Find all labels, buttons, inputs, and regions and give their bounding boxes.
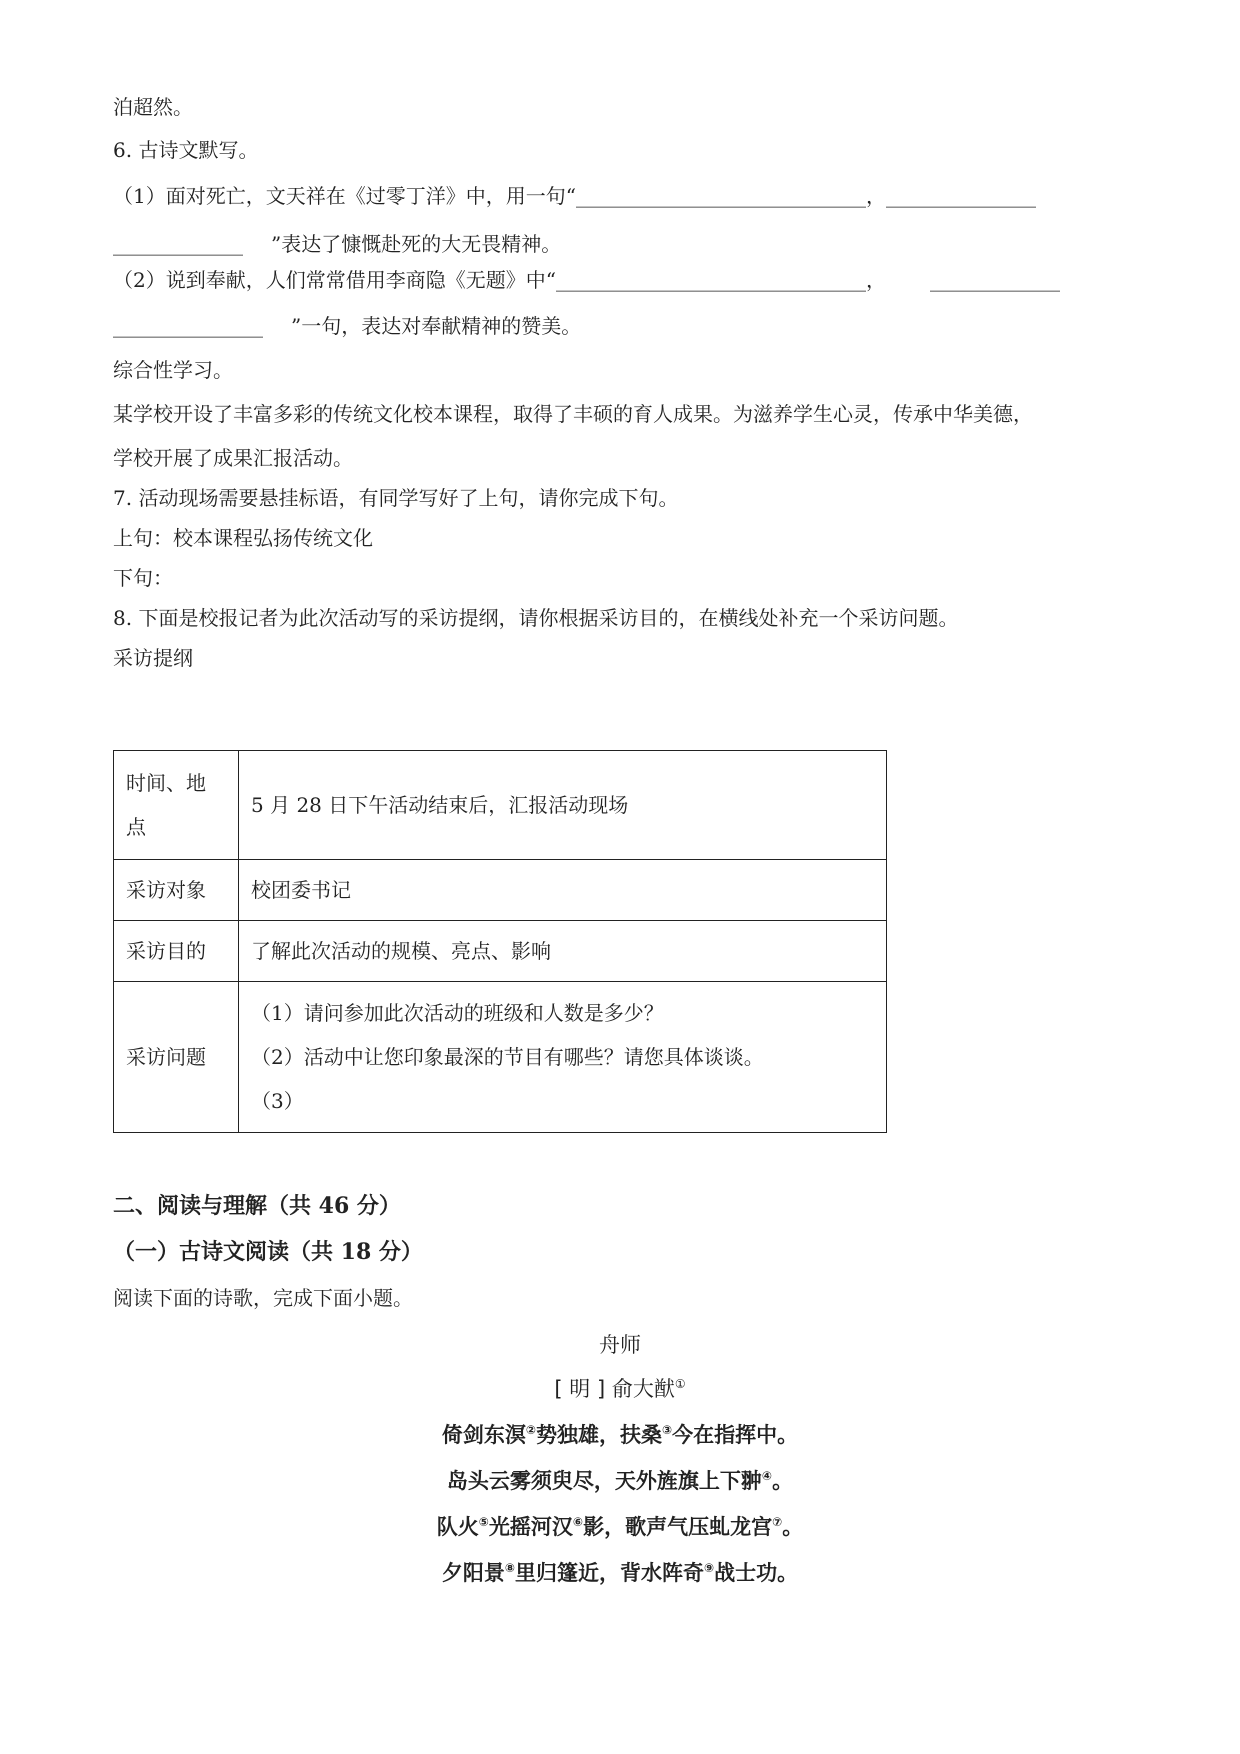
section-title-comprehensive: 综合性学习。 — [113, 358, 233, 382]
section-heading: 二、阅读与理解（共 46 分） — [113, 1193, 401, 1219]
lower-couplet: 下句： — [113, 566, 173, 590]
table-cell-value: 了解此次活动的规模、亮点、影响 — [239, 921, 887, 982]
footnote-marker: ⑦ — [772, 1515, 783, 1529]
footnote-marker: ⑧ — [504, 1561, 515, 1575]
text-segment: ”一句，表达对奉献精神的赞美。 — [291, 314, 582, 338]
upper-couplet: 上句：校本课程弘扬传统文化 — [113, 526, 373, 550]
interview-question-blank: （3） — [251, 1089, 304, 1113]
question-7: 7. 活动现场需要悬挂标语，有同学写好了上句，请你完成下句。 — [113, 486, 679, 510]
table-cell-value — [239, 982, 887, 1133]
poem-line — [0, 1420, 1240, 1450]
interview-question: （1）请问参加此次活动的班级和人数是多少？ — [251, 1001, 664, 1025]
subsection-heading: （一）古诗文阅读（共 18 分） — [113, 1239, 423, 1265]
footnote-marker: ① — [674, 1377, 686, 1391]
table-row — [114, 982, 887, 1133]
poem-line — [0, 1558, 1240, 1588]
poem-text: 里归篷近，背水阵奇 — [515, 1561, 704, 1585]
poem-author — [0, 1374, 1240, 1404]
table-cell-label: 采访目的 — [114, 921, 239, 982]
table-cell-label — [114, 751, 239, 860]
poem-text: 影，歌声气压虬龙宫 — [583, 1515, 773, 1539]
author-text: [ 明 ] 俞大猷 — [554, 1377, 675, 1401]
table-cell-label: 采访问题 — [114, 982, 239, 1133]
poem-text: 势独雄，扶桑 — [536, 1423, 662, 1447]
table-row — [114, 860, 887, 921]
question-6-2-cont — [113, 312, 581, 340]
question-6-1: （1）面对死亡，文天祥在《过零丁洋》中，用一句“_____________________________，_______________ — [113, 184, 1036, 208]
poem-text: 岛头云雾须臾尽，天外旌旗上下翀 — [446, 1469, 762, 1493]
poem-text: 倚剑东溟 — [441, 1423, 526, 1447]
outline-title: 采访提纲 — [113, 646, 193, 670]
answer-blank: _______________ — [113, 314, 263, 338]
cell-text: 时间、地 — [126, 771, 206, 795]
question-6-title: 6. 古诗文默写。 — [113, 138, 259, 162]
table-row — [114, 921, 887, 982]
footnote-marker: ④ — [761, 1469, 773, 1483]
poem-text: 。 — [772, 1469, 794, 1493]
question-8: 8. 下面是校报记者为此次活动写的采访提纲，请你根据采访目的，在横线处补充一个采访问题。 — [113, 606, 959, 630]
question-6-1-cont — [113, 230, 561, 258]
footnote-marker: ⑤ — [478, 1515, 489, 1529]
footnote-marker: ③ — [662, 1423, 673, 1437]
reading-instruction: 阅读下面的诗歌，完成下面小题。 — [113, 1286, 413, 1310]
footnote-marker: ② — [525, 1423, 536, 1437]
answer-blank: _____________ — [929, 268, 1060, 292]
poem-text: 。 — [782, 1515, 804, 1539]
table-cell-value: 5 月 28 日下午活动结束后，汇报活动现场 — [239, 751, 887, 860]
footnote-marker: ⑥ — [572, 1515, 584, 1529]
poem-text: 夕阳景 — [441, 1561, 505, 1585]
poem-title: 舟师 — [599, 1333, 641, 1357]
text-segment: （2）说到奉献，人们常常借用李商隐《无题》中“_______________________________， — [113, 268, 886, 292]
table-cell-value: 校团委书记 — [239, 860, 887, 921]
question-6-2 — [113, 266, 1060, 294]
interview-question: （2）活动中让您印象最深的节目有哪些？请您具体谈谈。 — [251, 1045, 764, 1069]
table-cell-label: 采访对象 — [114, 860, 239, 921]
poem-text: 光摇河汉 — [488, 1515, 573, 1539]
poem-line — [0, 1466, 1240, 1496]
text-line: 某学校开设了丰富多彩的传统文化校本课程，取得了丰硕的育人成果。为滋养学生心灵，传承中华美德， — [113, 402, 1033, 426]
interview-outline-table — [113, 750, 887, 1133]
text-line: 泊超然。 — [113, 95, 193, 119]
poem-line — [0, 1512, 1240, 1542]
text-segment: ”表达了慷慨赴死的大无畏精神。 — [271, 232, 562, 256]
footnote-marker: ⑨ — [704, 1561, 715, 1575]
text-line: 学校开展了成果汇报活动。 — [113, 446, 353, 470]
answer-blank: _____________ — [113, 232, 243, 256]
poem-text: 今在指挥中。 — [672, 1423, 799, 1447]
poem-text: 队火 — [436, 1515, 479, 1539]
poem-text: 战士功。 — [714, 1561, 799, 1585]
cell-text: 点 — [126, 815, 146, 839]
table-row — [114, 751, 887, 860]
